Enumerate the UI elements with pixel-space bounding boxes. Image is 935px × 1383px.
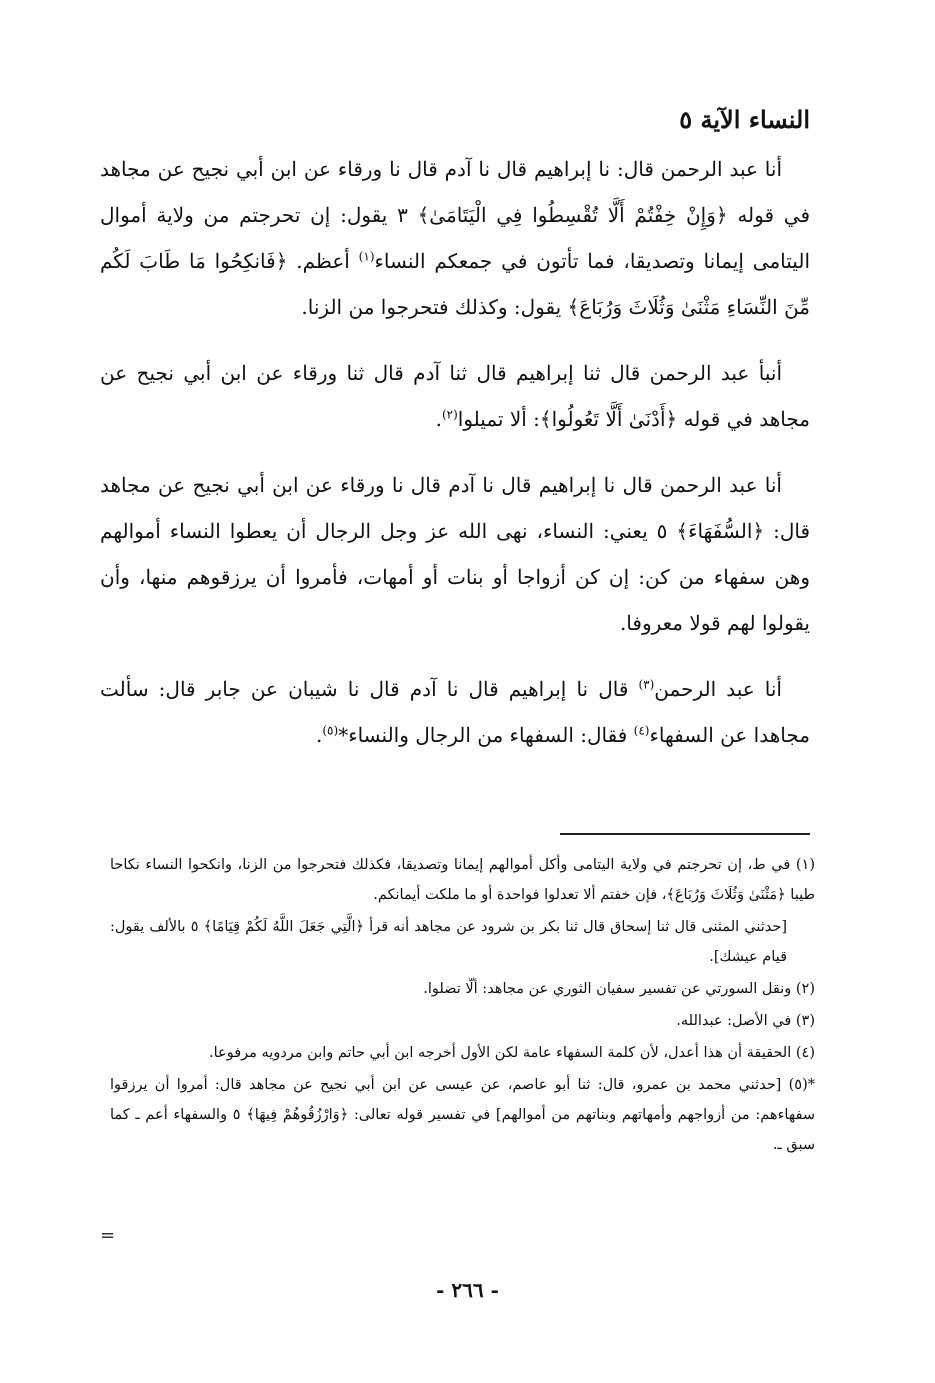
paragraph-3-text: أنا عبد الرحمن قال نا إبراهيم قال نا آدم قال نا ورقاء عن ابن أبي نجيح عن مجاهد قال: ﴿السُّفَهَاءَ﴾ ٥ يعني: النساء، نهى الله عز وجل الرجال أن يعطوا النساء أموالهم وهن سفهاء من كن: إن كن أزواجا أو بنات أو أمهات، فأمروا أن يرزقوهم منها، وأن يقولوا لهم قولا معروفا. bbox=[100, 473, 811, 635]
footnote-5: *(٥) [حدثني محمد بن عمرو، قال: ثنا أبو عاصم، عن عيسى عن ابن أبي نجيح عن مجاهد قال: أمروا أن يرزقوا سفهاءهم: من أزواجهم وأمهاتهم وبناتهم من أموالهم] في تفسير قوله تعالى: ﴿وَارْزُقُوهُمْ فِيهَا﴾ ٥ والسفهاء أعم ـ كما سبق ـ. bbox=[110, 1077, 815, 1153]
paragraph-1-text: أنا عبد الرحمن قال: نا إبراهيم قال نا آدم قال نا ورقاء عن ابن أبي نجيح عن مجاهد في قوله ﴿وَإِنْ خِفْتُمْ أَلَّا تُقْسِطُوا فِي الْيَتَامَىٰ﴾ ٣ يقول: إن تحرجتم من ولاية أموال اليتامى إيمانا وتصديقا، فما تأتون في جمعكم النساء bbox=[100, 157, 810, 273]
paragraph-1 bbox=[100, 146, 810, 330]
footnote-divider bbox=[560, 833, 810, 835]
page-number: - ٢٦٦ - bbox=[436, 1278, 499, 1302]
paragraph-4-tail: قال نا إبراهيم قال نا آدم قال نا شيبان عن جابر قال: سألت مجاهدا عن السفهاء bbox=[100, 677, 810, 747]
footnote-4: (٤) الحقيقة أن هذا أعدل، لأن كلمة السفهاء عامة لكن الأول أخرجه ابن أبي حاتم وابن مردويه مرفوعا. bbox=[209, 1045, 815, 1061]
paragraph-4 bbox=[100, 666, 810, 758]
paragraph-2-tail: . bbox=[435, 407, 442, 431]
paragraph-4-tail3: . bbox=[316, 723, 323, 747]
paragraph-4-text: أنا عبد الرحمن bbox=[654, 677, 782, 701]
footnote-1-continuation: [حدثني المثنى قال ثنا إسحاق قال ثنا بكر بن شرود عن مجاهد أنه قرأ ﴿الَّتِي جَعَلَ اللَّهُ لَكُمْ قِيَامًا﴾ ٥ بالألف يقول: قيام عيشك]. bbox=[110, 919, 788, 965]
footnotes bbox=[110, 850, 815, 1162]
footnote-ref-1: (١) bbox=[358, 249, 375, 264]
footnote-1: (١) في ط، إن تحرجتم في ولاية اليتامى وأكل أموالهم إيمانا وتصديقا، فكذلك فتحرجوا من الزنا، وانكحوا النساء نكاحا طيبا ﴿مَثْنَىٰ وَثُلَاثَ وَرُبَاعَ﴾، فإن خفتم ألا تعدلوا فواحدة أو ما ملكت أيمانكم. bbox=[110, 857, 815, 903]
paragraph-4-tail2: فقال: السفهاء من الرجال والنساء* bbox=[338, 723, 634, 747]
paragraph-2 bbox=[100, 350, 810, 442]
footnote-ref-5: (٥) bbox=[322, 723, 339, 738]
footnote-3: (٣) في الأصل: عبدالله. bbox=[676, 1013, 815, 1029]
footnote-ref-4: (٤) bbox=[633, 723, 650, 738]
footnote-ref-2: (٢) bbox=[441, 407, 458, 422]
paragraph-1-tail: أعظم. ﴿فَانكِحُوا مَا طَابَ لَكُم مِّنَ النِّسَاءِ مَثْنَىٰ وَثُلَاثَ وَرُبَاعَ﴾ يقول: وكذلك فتحرجوا من الزنا. bbox=[100, 249, 810, 319]
continuation-mark: = bbox=[100, 1225, 116, 1246]
paragraph-2-text: أنبأ عبد الرحمن قال ثنا إبراهيم قال ثنا آدم قال ثنا ورقاء عن ابن أبي نجيح عن مجاهد في قوله ﴿أَدْنَىٰ أَلَّا تَعُولُوا﴾: ألا تميلوا bbox=[100, 361, 810, 431]
paragraph-3 bbox=[100, 462, 810, 646]
footnote-2: (٢) ونقل السورتي عن تفسير سفيان الثوري عن مجاهد: ألّا تضلوا. bbox=[423, 981, 815, 997]
page-heading: النساء الآية ٥ bbox=[679, 105, 810, 134]
main-text bbox=[100, 100, 810, 778]
footnote-ref-3: (٣) bbox=[638, 677, 655, 692]
